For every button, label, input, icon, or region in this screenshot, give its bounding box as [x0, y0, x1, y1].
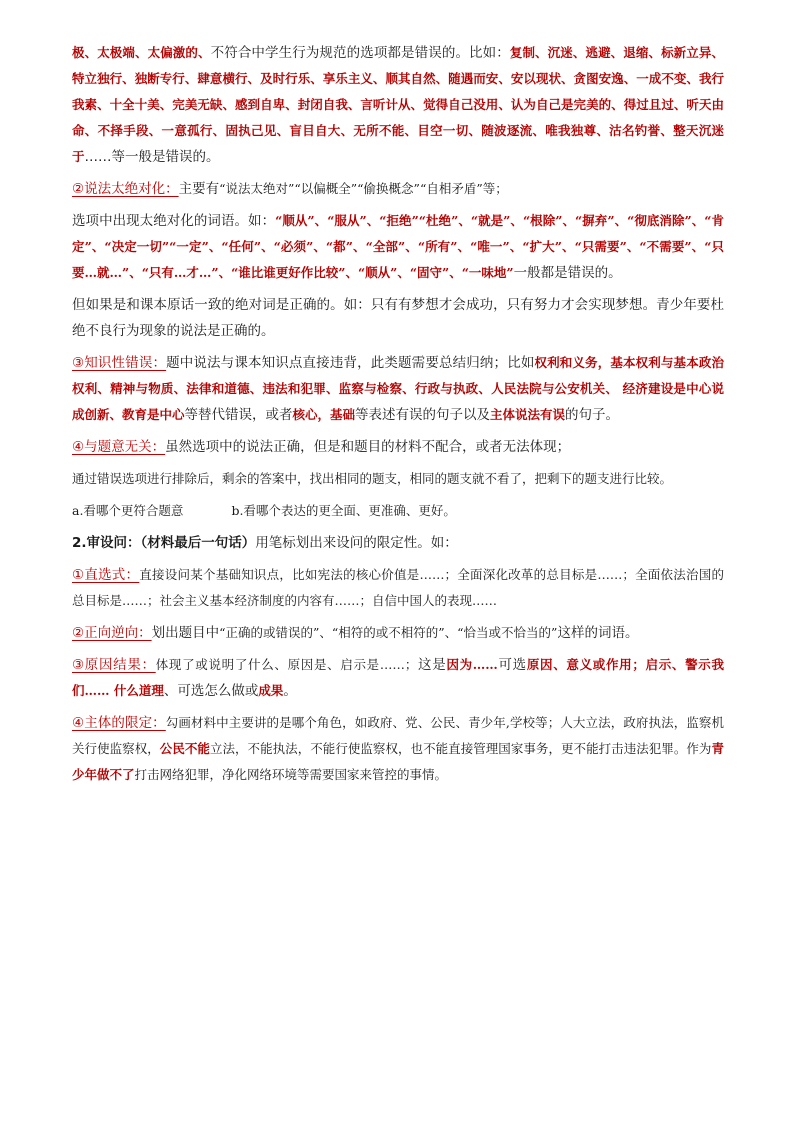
option-b: b.看哪个表达的更全面、更准确、更好。 — [231, 503, 456, 518]
red-text: 青少年做不了 — [72, 741, 724, 782]
text: 打击网络犯罪，净化网络环境等需要国家来管控的事情。 — [134, 767, 448, 782]
paragraph-cause-effect — [72, 652, 724, 704]
text: 可选 — [497, 657, 527, 673]
text: 主要有 — [178, 181, 220, 197]
text: 这是 — [417, 657, 447, 673]
text: 这样的词语。 — [557, 625, 639, 641]
paragraph-compare-options — [72, 498, 724, 524]
red-keyword-list: 权利和义务，基本权利与基本政治权利、精神与物质、法律和道德、违法和犯罪、监察与检察、行政与执政、人民法院与公安机关、 经济建设是中心说成创新、教育是中心 — [72, 355, 724, 422]
text: 选项中出现太绝对化的词语。如： — [72, 213, 276, 229]
red-text: 公民不能 — [159, 741, 210, 756]
text: 体现了或说明了什么、原因是、启示是……； — [155, 657, 418, 672]
option-a: a.看哪个更符合题意 — [72, 503, 184, 518]
red-text: 因为…… — [446, 657, 498, 672]
section-heading: ④与题意无关： — [72, 439, 166, 455]
text: 立法，不能执法，不能行使监察权，也不能直接管理国家事务，更不能打击违法犯罪。作为 — [209, 741, 712, 756]
section-heading: ②正向逆向： — [72, 625, 152, 641]
section-heading: ③原因结果： — [72, 657, 156, 673]
paragraph-forward-reverse — [72, 620, 724, 646]
red-text: 成果 — [258, 683, 284, 698]
paragraph-elimination — [72, 466, 724, 492]
text: 一般都是错误的。 — [513, 265, 622, 281]
text: 但如果是和课本原话一致的绝对词是正确的。如：只有有梦想才会成功，只有努力才会实现梦想。青少年要杜绝不良行为现象的说法是正确的。 — [72, 297, 724, 339]
text: 用笔标划出来设问的限定性。如： — [255, 535, 458, 551]
text: 直接设问某个基础知识点，比如宪法的核心价值是……；全面深化改革的总目标是……；全面依法治国的总目标是……；社会主义基本经济制度的内容有……；自信中国人的表现…… — [72, 567, 724, 608]
text: 的句子。 — [565, 407, 620, 423]
text: “说法太绝对”“以偏概全”“偷换概念”“自相矛盾”等； — [219, 181, 508, 196]
red-text: 主体说法有误 — [490, 407, 566, 422]
paragraph-wrong-behaviors — [72, 40, 724, 170]
text: 虽然选项中的说法正确，但是和题目的材料不配合，或者无法体现； — [165, 439, 571, 455]
paragraph-correct-absolute — [72, 292, 724, 344]
section-title: 2.审设问：（材料最后一句话） — [72, 535, 256, 551]
text: 等表述有误的句子以及 — [355, 407, 491, 423]
paragraph-absolute-statements — [72, 176, 724, 202]
section-heading: ③知识性错误： — [72, 355, 167, 371]
red-text: 核心，基础 — [292, 407, 356, 422]
document-page — [72, 40, 724, 788]
text: 题中说法与课本知识点直接违背，此类题需要总结归纳；比如 — [166, 355, 535, 371]
paragraph-direct-choice — [72, 562, 724, 614]
text: 等替代错误，或者 — [184, 407, 293, 423]
paragraph-knowledge-error — [72, 350, 724, 428]
section-heading: ②说法太绝对化： — [72, 181, 179, 197]
text: 通过错误选项进行排除后，剩余的答案中，找出相同的题支，相同的题支就不看了，把剩下的题支进行比较。 — [72, 471, 673, 486]
text: 勾画材料中主要讲的是哪个角色，如政府、党、公民、青少年,学校等；人大立法，政府执法，监察机关行使监察权， — [72, 715, 724, 756]
section-heading: ①直选式： — [72, 567, 140, 583]
red-text: 极、太极端、太偏激的、 — [72, 45, 211, 60]
text: ……等一般是错误的。 — [84, 149, 220, 165]
red-keyword-list: 复制、沉迷、逃避、退缩、标新立异、特立独行、独断专行、肆意横行、及时行乐、享乐主义、顺其自然、随遇而安、安以现状、贪图安逸、一成不变、我行我素、十全十美、完美无缺、感到自卑、封闭自我、言听计从、觉得自己没用、认为自己是完美的、得过且过、听天由命、不择手段、一意孤行、固执己见、盲目自大、无所不能、目空一切、随波逐流、唯我独尊、沽名钓誉、整天沉迷于 — [72, 45, 724, 164]
paragraph-subject-limit — [72, 710, 724, 788]
paragraph-absolute-words — [72, 208, 724, 286]
paragraph-irrelevant — [72, 434, 724, 460]
red-text: 原因、意义或作用；启示、警示我们…… 什么道理 — [72, 657, 724, 698]
paragraph-question-review — [72, 530, 724, 556]
text: 、可选怎么做或 — [163, 683, 259, 699]
text: 划出题目中 — [151, 625, 220, 641]
section-heading: ④主体的限定： — [72, 715, 166, 731]
text: 不符合中学生行为规范的选项都是错误的。比如： — [210, 45, 510, 61]
text: 。 — [283, 683, 297, 699]
red-keyword-list: “顺从”、“服从”、“拒绝”“杜绝”、“就是”、“根除”、“摒弃”、“彻底消除”、“肯定”、“决定一切”“一定”、“任何”、“必须”、“都”、“全部”、“所有”、“唯一”、“扩大”、“只需要”、“不需要”、“只要…就…”、“只有…才…”、“谁比谁更好作比较”、“顺从”、“固守”、“一味地” — [72, 213, 724, 280]
text: “正确的或错误的”、“相符的或不相符的”、“恰当或不恰当的” — [219, 625, 558, 640]
